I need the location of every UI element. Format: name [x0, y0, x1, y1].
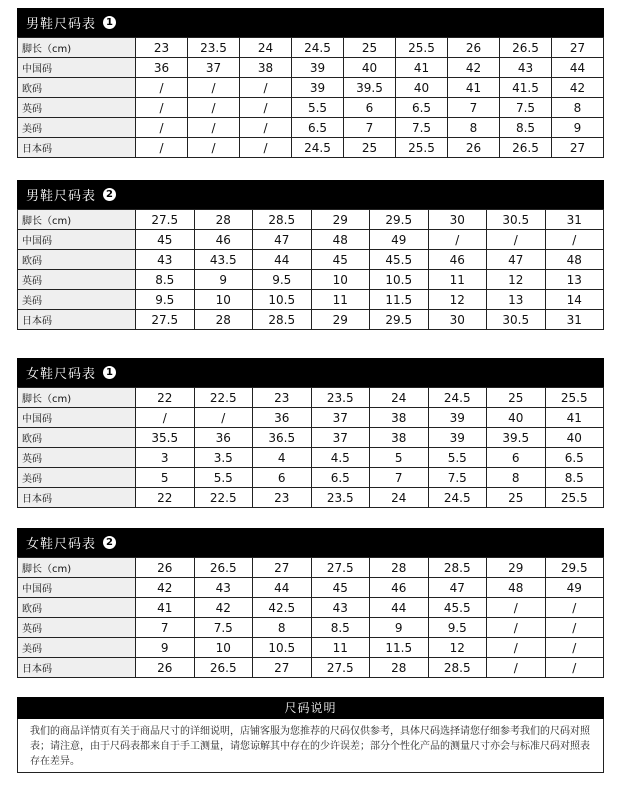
size-cell: 41: [448, 78, 500, 98]
size-cell: /: [188, 138, 240, 158]
table-row: [18, 428, 604, 448]
size-cell: 12: [487, 270, 546, 290]
size-cell: 8.5: [500, 118, 552, 138]
size-cell: 49: [370, 230, 429, 250]
size-cell: 25.5: [396, 138, 448, 158]
size-cell: 41: [396, 58, 448, 78]
size-cell: 45.5: [370, 250, 429, 270]
size-cell: 9.5: [428, 618, 487, 638]
size-cell: 37: [311, 408, 370, 428]
size-cell: /: [487, 230, 546, 250]
size-cell: 44: [370, 598, 429, 618]
size-cell: 28.5: [253, 310, 312, 330]
size-cell: /: [545, 658, 604, 678]
size-cell: /: [188, 98, 240, 118]
size-cell: 27: [253, 658, 312, 678]
size-cell: 5.5: [292, 98, 344, 118]
table-row: [18, 558, 604, 578]
row-label: 日本码: [18, 488, 136, 508]
size-cell: /: [240, 98, 292, 118]
size-cell: 39: [292, 78, 344, 98]
size-cell: 23.5: [311, 388, 370, 408]
size-cell: 23.5: [188, 38, 240, 58]
size-cell: 24: [240, 38, 292, 58]
size-cell: 25: [487, 388, 546, 408]
size-cell: 46: [370, 578, 429, 598]
size-cell: 28: [194, 310, 253, 330]
size-cell: /: [545, 230, 604, 250]
size-cell: 27.5: [311, 658, 370, 678]
size-cell: 25: [487, 488, 546, 508]
size-table: [17, 387, 604, 508]
size-cell: 29: [311, 310, 370, 330]
size-cell: 27.5: [311, 558, 370, 578]
size-cell: 9.5: [136, 290, 195, 310]
size-cell: 6.5: [396, 98, 448, 118]
table-row: [18, 210, 604, 230]
size-cell: 30: [428, 310, 487, 330]
size-cell: 27.5: [136, 310, 195, 330]
size-cell: 6: [344, 98, 396, 118]
size-cell: /: [428, 230, 487, 250]
row-label: 脚长（cm): [18, 210, 136, 230]
size-cell: 29.5: [370, 310, 429, 330]
table-row: [18, 230, 604, 250]
size-cell: 12: [428, 638, 487, 658]
size-cell: 10: [194, 290, 253, 310]
size-cell: 23: [253, 388, 312, 408]
size-cell: 46: [428, 250, 487, 270]
size-cell: 7: [370, 468, 429, 488]
size-cell: /: [545, 598, 604, 618]
size-cell: 30.5: [487, 310, 546, 330]
size-cell: 7.5: [428, 468, 487, 488]
size-cell: 13: [487, 290, 546, 310]
size-cell: 41: [545, 408, 604, 428]
size-cell: 6.5: [311, 468, 370, 488]
row-label: 美码: [18, 118, 136, 138]
size-cell: /: [240, 78, 292, 98]
size-cell: 11.5: [370, 638, 429, 658]
size-cell: 7: [136, 618, 195, 638]
table-row: [18, 388, 604, 408]
size-cell: 11: [311, 638, 370, 658]
table-number-badge: 2: [103, 188, 116, 201]
size-cell: 23: [253, 488, 312, 508]
size-cell: /: [188, 78, 240, 98]
row-label: 欧码: [18, 598, 136, 618]
size-cell: 5.5: [194, 468, 253, 488]
size-cell: 47: [487, 250, 546, 270]
size-cell: 28.5: [428, 558, 487, 578]
size-cell: /: [136, 138, 188, 158]
table-row: [18, 270, 604, 290]
size-cell: 42: [136, 578, 195, 598]
table-row: [18, 488, 604, 508]
size-cell: 30.5: [487, 210, 546, 230]
size-chart-men-1: [17, 8, 604, 158]
table-number-badge: 2: [103, 536, 116, 549]
table-title: [17, 8, 604, 37]
size-cell: 30: [428, 210, 487, 230]
size-cell: 25.5: [396, 38, 448, 58]
size-cell: 39: [428, 428, 487, 448]
row-label: 日本码: [18, 138, 136, 158]
size-table: [17, 37, 604, 158]
table-row: [18, 578, 604, 598]
size-cell: 39: [292, 58, 344, 78]
size-chart-women-2: [17, 528, 604, 678]
size-note: [17, 697, 604, 773]
size-cell: 26.5: [194, 558, 253, 578]
table-title-text: 男鞋尺码表: [26, 17, 97, 32]
table-row: [18, 310, 604, 330]
size-cell: /: [545, 638, 604, 658]
size-cell: 9: [136, 638, 195, 658]
size-cell: 26: [448, 38, 500, 58]
size-cell: 11: [428, 270, 487, 290]
table-title: [17, 358, 604, 387]
size-note-title: 尺码说明: [17, 697, 604, 719]
row-label: 中国码: [18, 58, 136, 78]
table-title-text: 女鞋尺码表: [26, 367, 97, 382]
row-label: 欧码: [18, 250, 136, 270]
size-cell: 7.5: [194, 618, 253, 638]
size-cell: 31: [545, 210, 604, 230]
table-row: [18, 408, 604, 428]
size-cell: 40: [396, 78, 448, 98]
table-row: [18, 658, 604, 678]
size-cell: /: [487, 598, 546, 618]
size-cell: 3.5: [194, 448, 253, 468]
size-cell: /: [545, 618, 604, 638]
size-cell: 26.5: [500, 138, 552, 158]
table-title: [17, 528, 604, 557]
size-cell: 4: [253, 448, 312, 468]
table-title-text: 女鞋尺码表: [26, 537, 97, 552]
size-cell: 27.5: [136, 210, 195, 230]
size-table: [17, 209, 604, 330]
size-cell: 42.5: [253, 598, 312, 618]
size-cell: /: [194, 408, 253, 428]
size-cell: 23: [136, 38, 188, 58]
row-label: 美码: [18, 468, 136, 488]
size-cell: 28: [370, 658, 429, 678]
size-cell: 6.5: [545, 448, 604, 468]
size-cell: 47: [428, 578, 487, 598]
size-cell: 7: [448, 98, 500, 118]
size-cell: 24.5: [292, 138, 344, 158]
row-label: 中国码: [18, 578, 136, 598]
size-cell: 46: [194, 230, 253, 250]
size-cell: 43: [136, 250, 195, 270]
size-cell: 40: [344, 58, 396, 78]
table-row: [18, 38, 604, 58]
size-cell: 7.5: [396, 118, 448, 138]
size-cell: 29.5: [370, 210, 429, 230]
size-note-body: 我们的商品详情页有关于商品尺寸的详细说明，店铺客服为您推荐的尺码仅供参考，具体尺码选择请您仔细参考我们的尺码对照表；请注意，由于尺码表都来自于手工测量，请您谅解其中存在的少许误差；部分个性化产品的测量尺寸亦会与标准尺码对照表存在差异。: [17, 719, 604, 773]
size-cell: 8.5: [545, 468, 604, 488]
size-cell: 28.5: [428, 658, 487, 678]
size-cell: 27: [253, 558, 312, 578]
size-cell: /: [136, 98, 188, 118]
size-cell: 4.5: [311, 448, 370, 468]
size-cell: 45.5: [428, 598, 487, 618]
size-cell: 5: [136, 468, 195, 488]
size-cell: 8: [487, 468, 546, 488]
size-cell: 29.5: [545, 558, 604, 578]
size-cell: 44: [552, 58, 604, 78]
size-cell: 6: [253, 468, 312, 488]
size-cell: 41.5: [500, 78, 552, 98]
table-row: [18, 250, 604, 270]
size-table: [17, 557, 604, 678]
size-cell: 45: [136, 230, 195, 250]
table-row: [18, 598, 604, 618]
size-cell: 9: [370, 618, 429, 638]
size-cell: /: [240, 118, 292, 138]
size-cell: 29: [311, 210, 370, 230]
size-cell: 35.5: [136, 428, 195, 448]
size-cell: 24: [370, 488, 429, 508]
size-cell: 25.5: [545, 488, 604, 508]
table-title-text: 男鞋尺码表: [26, 189, 97, 204]
size-cell: 27: [552, 138, 604, 158]
size-cell: /: [136, 118, 188, 138]
row-label: 美码: [18, 638, 136, 658]
size-cell: 44: [253, 250, 312, 270]
row-label: 英码: [18, 270, 136, 290]
size-cell: 28: [370, 558, 429, 578]
size-cell: /: [240, 138, 292, 158]
table-row: [18, 290, 604, 310]
size-cell: 40: [545, 428, 604, 448]
size-cell: 48: [545, 250, 604, 270]
table-number-badge: 1: [103, 366, 116, 379]
row-label: 欧码: [18, 78, 136, 98]
size-cell: 48: [487, 578, 546, 598]
size-cell: 43: [194, 578, 253, 598]
size-cell: 24: [370, 388, 429, 408]
row-label: 日本码: [18, 658, 136, 678]
table-number-badge: 1: [103, 16, 116, 29]
row-label: 中国码: [18, 230, 136, 250]
size-cell: 13: [545, 270, 604, 290]
size-cell: 43.5: [194, 250, 253, 270]
size-cell: 8.5: [136, 270, 195, 290]
size-cell: 7.5: [500, 98, 552, 118]
size-cell: 8: [552, 98, 604, 118]
table-row: [18, 638, 604, 658]
size-cell: 24.5: [428, 388, 487, 408]
size-cell: 14: [545, 290, 604, 310]
size-cell: 11.5: [370, 290, 429, 310]
size-cell: /: [487, 638, 546, 658]
size-cell: 26.5: [194, 658, 253, 678]
size-cell: /: [188, 118, 240, 138]
size-cell: 39.5: [487, 428, 546, 448]
size-cell: 25.5: [545, 388, 604, 408]
size-cell: 44: [253, 578, 312, 598]
row-label: 英码: [18, 618, 136, 638]
size-cell: 8: [448, 118, 500, 138]
size-cell: /: [136, 78, 188, 98]
size-cell: 26: [136, 558, 195, 578]
table-title: [17, 180, 604, 209]
size-cell: /: [136, 408, 195, 428]
size-cell: 42: [448, 58, 500, 78]
size-cell: 24.5: [292, 38, 344, 58]
table-row: [18, 78, 604, 98]
size-cell: 7: [344, 118, 396, 138]
size-cell: 41: [136, 598, 195, 618]
row-label: 中国码: [18, 408, 136, 428]
row-label: 英码: [18, 98, 136, 118]
size-cell: 43: [500, 58, 552, 78]
size-cell: 36: [253, 408, 312, 428]
table-row: [18, 58, 604, 78]
size-cell: 23.5: [311, 488, 370, 508]
size-cell: 42: [194, 598, 253, 618]
size-cell: 43: [311, 598, 370, 618]
size-cell: 12: [428, 290, 487, 310]
size-cell: 10: [194, 638, 253, 658]
size-cell: 36: [136, 58, 188, 78]
table-row: [18, 118, 604, 138]
size-cell: 9: [194, 270, 253, 290]
size-cell: 37: [188, 58, 240, 78]
row-label: 美码: [18, 290, 136, 310]
table-row: [18, 98, 604, 118]
size-cell: 38: [370, 428, 429, 448]
size-cell: 3: [136, 448, 195, 468]
size-cell: 36.5: [253, 428, 312, 448]
table-row: [18, 468, 604, 488]
size-cell: /: [487, 658, 546, 678]
size-chart-men-2: [17, 180, 604, 330]
size-cell: 27: [552, 38, 604, 58]
size-cell: 42: [552, 78, 604, 98]
size-cell: 25: [344, 38, 396, 58]
table-row: [18, 618, 604, 638]
row-label: 脚长（cm): [18, 558, 136, 578]
size-cell: 10.5: [370, 270, 429, 290]
size-cell: 48: [311, 230, 370, 250]
size-cell: 22.5: [194, 488, 253, 508]
size-cell: 22: [136, 388, 195, 408]
size-cell: 49: [545, 578, 604, 598]
size-cell: 9.5: [253, 270, 312, 290]
size-cell: 24.5: [428, 488, 487, 508]
size-cell: 5.5: [428, 448, 487, 468]
size-chart-women-1: [17, 358, 604, 508]
size-cell: 45: [311, 578, 370, 598]
size-cell: 11: [311, 290, 370, 310]
size-cell: 22: [136, 488, 195, 508]
row-label: 英码: [18, 448, 136, 468]
size-cell: 10.5: [253, 638, 312, 658]
size-cell: 47: [253, 230, 312, 250]
row-label: 脚长（cm): [18, 38, 136, 58]
size-cell: 28: [194, 210, 253, 230]
size-cell: 8.5: [311, 618, 370, 638]
size-cell: /: [487, 618, 546, 638]
size-cell: 38: [240, 58, 292, 78]
table-row: [18, 138, 604, 158]
size-cell: 45: [311, 250, 370, 270]
table-row: [18, 448, 604, 468]
size-cell: 37: [311, 428, 370, 448]
size-cell: 28.5: [253, 210, 312, 230]
size-cell: 10.5: [253, 290, 312, 310]
size-cell: 8: [253, 618, 312, 638]
size-cell: 26: [448, 138, 500, 158]
size-cell: 38: [370, 408, 429, 428]
size-cell: 9: [552, 118, 604, 138]
size-cell: 31: [545, 310, 604, 330]
size-cell: 39: [428, 408, 487, 428]
size-cell: 22.5: [194, 388, 253, 408]
size-cell: 5: [370, 448, 429, 468]
size-cell: 26.5: [500, 38, 552, 58]
row-label: 脚长（cm): [18, 388, 136, 408]
size-cell: 6.5: [292, 118, 344, 138]
size-cell: 36: [194, 428, 253, 448]
row-label: 欧码: [18, 428, 136, 448]
size-cell: 25: [344, 138, 396, 158]
size-cell: 10: [311, 270, 370, 290]
size-cell: 40: [487, 408, 546, 428]
row-label: 日本码: [18, 310, 136, 330]
size-cell: 39.5: [344, 78, 396, 98]
size-cell: 6: [487, 448, 546, 468]
size-cell: 26: [136, 658, 195, 678]
size-cell: 29: [487, 558, 546, 578]
